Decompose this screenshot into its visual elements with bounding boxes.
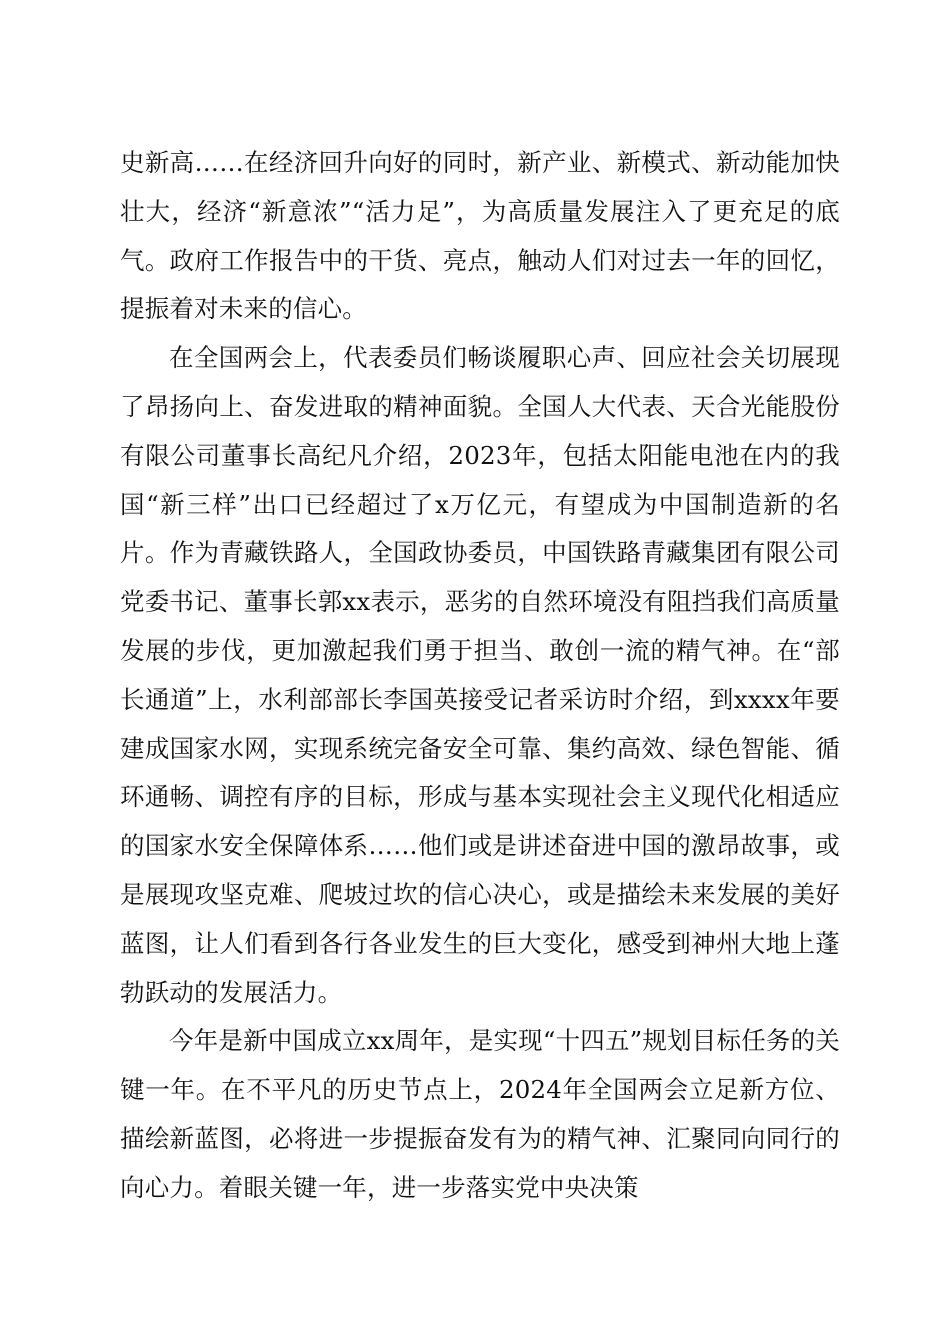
paragraph-anniversary: 今年是新中国成立xx周年，是实现“十四五”规划目标任务的关键一年。在不平凡的历史节点上，2024年全国两会立足新方位、描绘新蓝图，必将进一步提振奋发有为的精气神、汇聚同向同行的向心力。着眼关键一年，进一步落实党中央决策 (120, 1026, 840, 1202)
paragraph-continuation: 史新高……在经济回升向好的同时，新产业、新模式、新动能加快壮大，经济“新意浓”“活力足”，为高质量发展注入了更充足的底气。政府工作报告中的干货、亮点，触动人们对过去一年的回忆，提振着对未来的信心。 (120, 148, 840, 324)
paragraph-two-sessions: 在全国两会上，代表委员们畅谈履职心声、回应社会关切展现了昂扬向上、奋发进取的精神面貌。全国人大代表、天合光能股份有限公司董事长高纪凡介绍，2023年，包括太阳能电池在内的我国“新三样”出口已经超过了x万亿元，有望成为中国制造新的名片。作为青藏铁路人，全国政协委员，中国铁路青藏集团有限公司党委书记、董事长郭xx表示，恶劣的自然环境没有阻挡我们高质量发展的步伐，更加激起我们勇于担当、敢创一流的精气神。在“部长通道”上，水利部部长李国英接受记者采访时介绍，到xxxx年要建成国家水网，实现系统完备安全可靠、集约高效、绿色智能、循环通畅、调控有序的目标，形成与基本实现社会主义现代化相适应的国家水安全保障体系……他们或是讲述奋进中国的激昂故事，或是展现攻坚克难、爬坡过坎的信心决心，或是描绘未来发展的美好蓝图，让人们看到各行各业发生的巨大变化，感受到神州大地上蓬勃跃动的发展活力。 (120, 343, 840, 1007)
document-body (120, 139, 840, 1213)
